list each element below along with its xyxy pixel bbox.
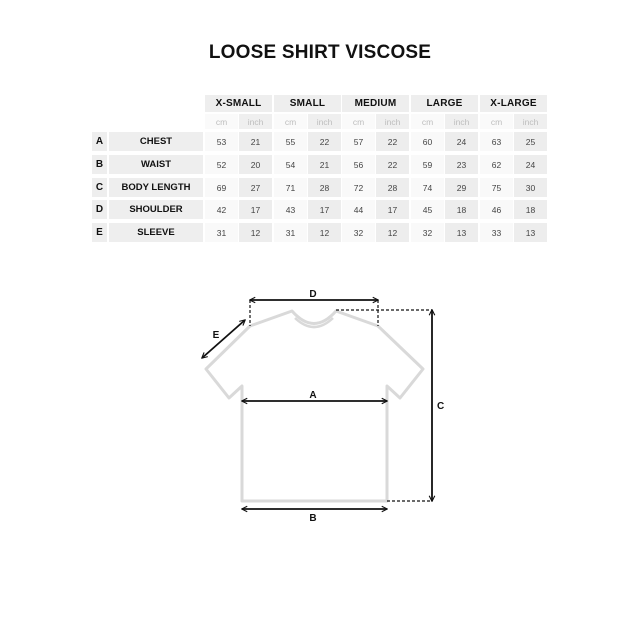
value-inch: 27 (239, 178, 272, 197)
value-cm: 33 (480, 223, 513, 242)
label-c: C (437, 401, 445, 412)
unit-header-inch: inch (445, 114, 478, 129)
unit-header-inch: inch (239, 114, 272, 129)
value-inch: 17 (376, 200, 409, 219)
page-title: LOOSE SHIRT VISCOSE (208, 42, 432, 63)
value-inch: 21 (239, 132, 272, 151)
label-e: E (212, 330, 220, 341)
value-cm: 44 (342, 200, 375, 219)
label-b: B (309, 513, 317, 524)
value-cm: 31 (205, 223, 238, 242)
value-inch: 17 (308, 200, 341, 219)
value-cm: 72 (342, 178, 375, 197)
unit-header-inch: inch (308, 114, 341, 129)
unit-header-cm: cm (274, 114, 307, 129)
unit-header-cm: cm (411, 114, 444, 129)
value-cm: 31 (274, 223, 307, 242)
unit-header-inch: inch (514, 114, 547, 129)
value-cm: 32 (342, 223, 375, 242)
value-inch: 28 (308, 178, 341, 197)
value-inch: 24 (445, 132, 478, 151)
unit-header-inch: inch (376, 114, 409, 129)
value-cm: 57 (342, 132, 375, 151)
value-inch: 12 (308, 223, 341, 242)
value-cm: 42 (205, 200, 238, 219)
unit-header-cm: cm (342, 114, 375, 129)
unit-header-cm: cm (205, 114, 238, 129)
size-header: MEDIUM (342, 95, 409, 112)
value-inch: 22 (376, 155, 409, 174)
value-inch: 22 (376, 132, 409, 151)
value-cm: 52 (205, 155, 238, 174)
value-cm: 69 (205, 178, 238, 197)
row-label: SHOULDER (109, 200, 203, 219)
value-inch: 25 (514, 132, 547, 151)
size-header: SMALL (274, 95, 341, 112)
value-cm: 74 (411, 178, 444, 197)
size-header: X-LARGE (480, 95, 547, 112)
row-label: SLEEVE (109, 223, 203, 242)
value-inch: 29 (445, 178, 478, 197)
row-label: BODY LENGTH (109, 178, 203, 197)
row-label: WAIST (109, 155, 203, 174)
value-cm: 45 (411, 200, 444, 219)
row-letter: B (92, 155, 107, 174)
value-inch: 17 (239, 200, 272, 219)
row-label: CHEST (109, 132, 203, 151)
value-cm: 63 (480, 132, 513, 151)
value-inch: 18 (445, 200, 478, 219)
row-letter: A (92, 132, 107, 151)
value-cm: 59 (411, 155, 444, 174)
value-inch: 20 (239, 155, 272, 174)
value-cm: 32 (411, 223, 444, 242)
size-header: X-SMALL (205, 95, 272, 112)
value-cm: 43 (274, 200, 307, 219)
value-cm: 53 (205, 132, 238, 151)
value-inch: 18 (514, 200, 547, 219)
shirt-outline (206, 311, 423, 501)
label-a: A (309, 390, 317, 401)
value-cm: 75 (480, 178, 513, 197)
value-inch: 24 (514, 155, 547, 174)
value-inch: 23 (445, 155, 478, 174)
size-header: LARGE (411, 95, 478, 112)
value-inch: 21 (308, 155, 341, 174)
value-inch: 22 (308, 132, 341, 151)
row-letter: D (92, 200, 107, 219)
value-inch: 30 (514, 178, 547, 197)
unit-header-cm: cm (480, 114, 513, 129)
value-inch: 13 (514, 223, 547, 242)
value-inch: 28 (376, 178, 409, 197)
value-inch: 13 (445, 223, 478, 242)
value-cm: 46 (480, 200, 513, 219)
value-cm: 54 (274, 155, 307, 174)
row-letter: C (92, 178, 107, 197)
value-cm: 55 (274, 132, 307, 151)
value-inch: 12 (239, 223, 272, 242)
row-letter: E (92, 223, 107, 242)
value-cm: 60 (411, 132, 444, 151)
value-inch: 12 (376, 223, 409, 242)
value-cm: 56 (342, 155, 375, 174)
value-cm: 62 (480, 155, 513, 174)
value-cm: 71 (274, 178, 307, 197)
label-d: D (309, 289, 317, 300)
